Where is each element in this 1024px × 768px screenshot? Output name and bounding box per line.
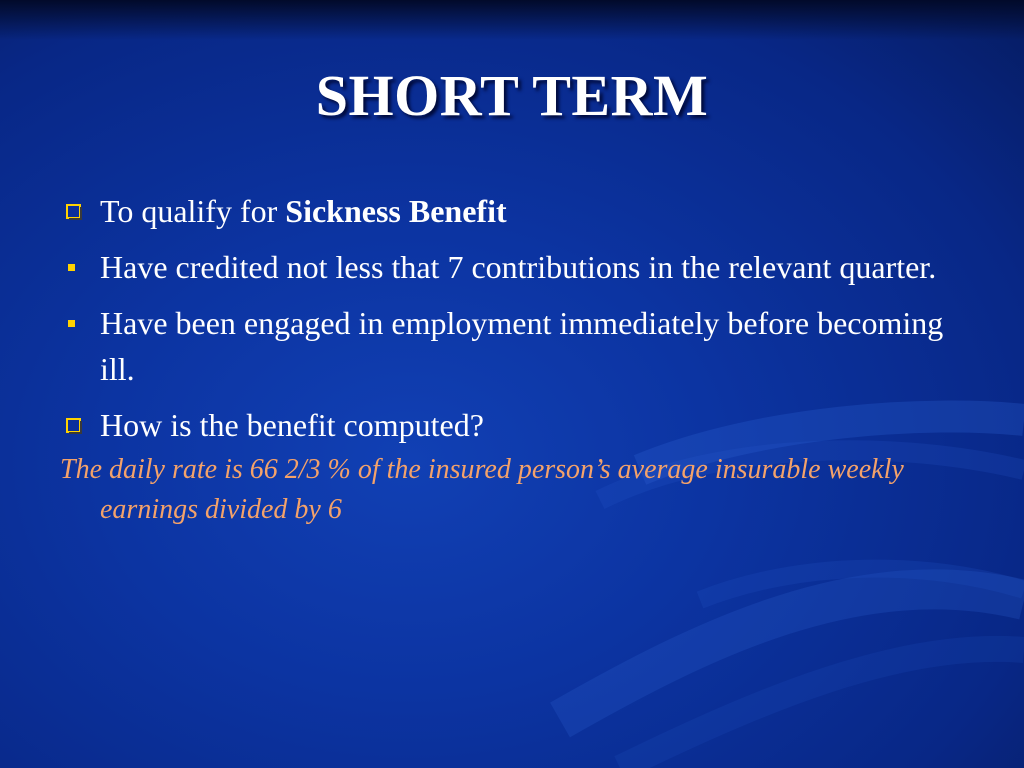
bullet-item-employment: [60, 300, 980, 392]
checkbox-bullet-icon: [65, 188, 85, 234]
bullet-text: Have credited not less that 7 contributions in the relevant quarter.: [100, 249, 937, 285]
bullet-text: How is the benefit computed?: [100, 407, 484, 443]
checkbox-bullet-icon: [65, 402, 85, 448]
bullet-text: To qualify for: [100, 193, 286, 229]
bullet-item-qualify: [60, 188, 980, 234]
square-bullet-icon: [65, 244, 85, 290]
benefit-rate-note: The daily rate is 66 2/3 % of the insured person’s average insurable weekly earnings divided by 6: [60, 454, 904, 525]
bullet-text: Have been engaged in employment immediately before becoming ill.: [100, 305, 944, 387]
bullet-bold-text: Sickness Benefit: [285, 193, 507, 229]
bullet-item-contributions: [60, 244, 980, 290]
bullet-item-computation: [60, 402, 980, 448]
slide-content: [60, 188, 980, 530]
square-bullet-icon: [65, 300, 85, 346]
slide-title: SHORT TERM: [315, 63, 709, 128]
